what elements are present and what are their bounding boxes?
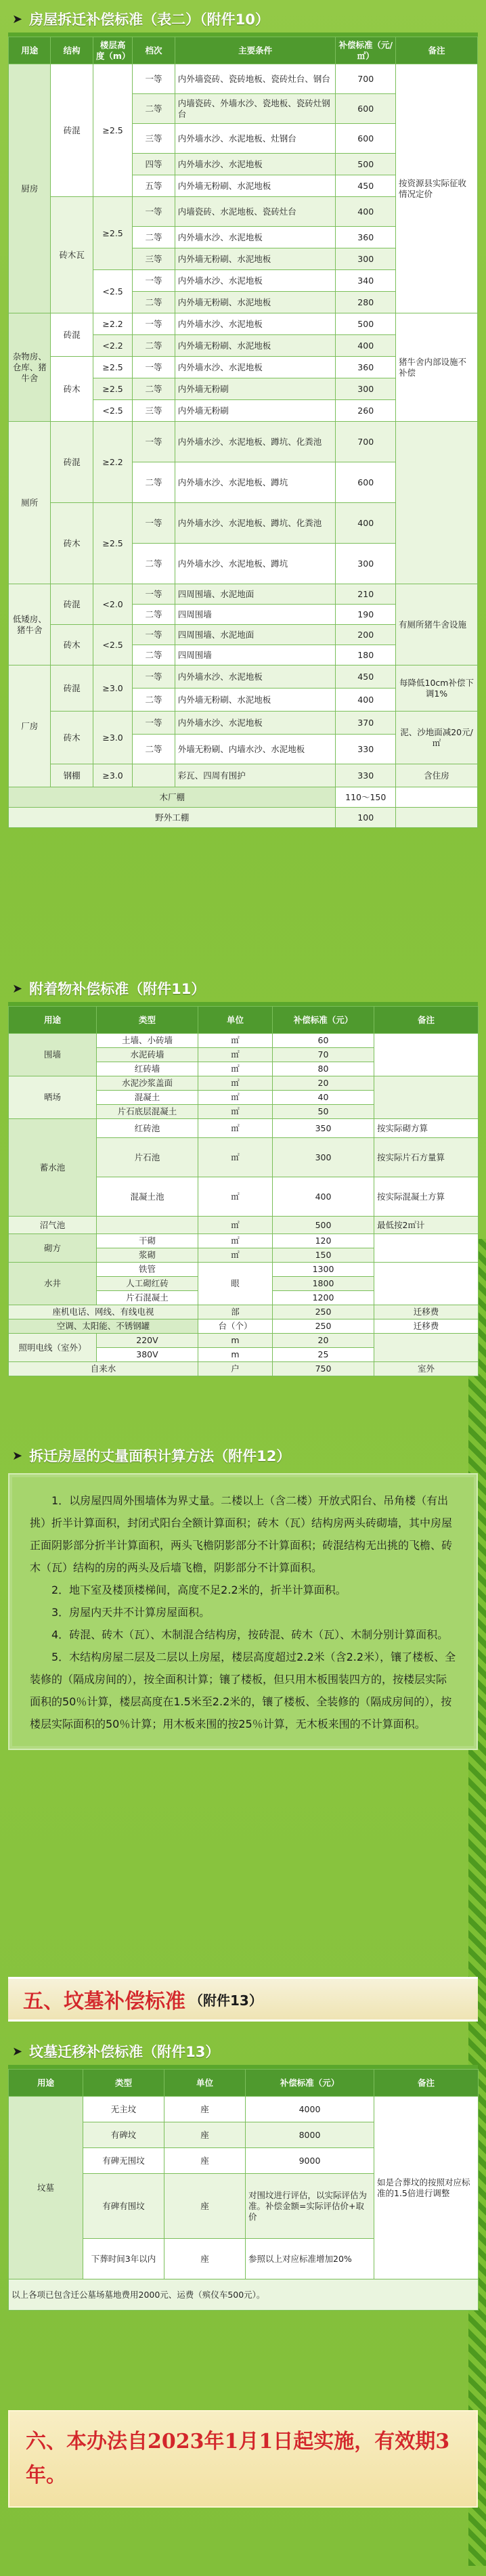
price-cell: 400 <box>336 503 396 544</box>
header-cell: 单位 <box>164 2070 246 2097</box>
section-title-text: 坟墓迁移补偿标准（附件13） <box>29 2044 220 2060</box>
use-cell: 厕所 <box>9 422 51 584</box>
type-cell: 红砖池 <box>97 1119 198 1138</box>
extra-label-cell: 木厂棚 <box>9 787 336 808</box>
price-cell: 300 <box>336 248 396 270</box>
height-cell: <2.5 <box>93 270 132 313</box>
grave-table <box>8 2069 479 2311</box>
note-cell: 按实际砌方算 <box>374 1119 479 1138</box>
condition-cell: 内外墙无粉刷 <box>175 378 336 400</box>
type-cell: 片石池 <box>97 1138 198 1177</box>
table-row <box>9 584 478 605</box>
grade-cell: 一等 <box>133 197 175 227</box>
section-title-text: 房屋拆迁补偿标准（表二）（附件10） <box>29 12 269 28</box>
grade-cell: 一等 <box>133 503 175 544</box>
unit-cell: ㎡ <box>198 1119 273 1138</box>
grade-cell: 二等 <box>133 605 175 625</box>
header-cell: 补偿标准（元） <box>246 2070 374 2097</box>
grade-cell: 三等 <box>133 248 175 270</box>
price-cell: 260 <box>336 400 396 422</box>
use-cell: 自来水 <box>9 1362 198 1376</box>
table-row <box>9 808 478 828</box>
table-row <box>9 1334 479 1348</box>
type-cell: 混凝土 <box>97 1091 198 1105</box>
type-cell: 红砖墙 <box>97 1062 198 1076</box>
price-cell: 250 <box>273 1305 374 1319</box>
section-title-text: 拆迁房屋的丈量面积计算方法（附件12） <box>29 1448 291 1464</box>
note-cell: 最低按2㎡计 <box>374 1217 479 1234</box>
grade-cell: 三等 <box>133 400 175 422</box>
use-cell: 厨房 <box>9 64 51 313</box>
note-cell: 迁移费 <box>374 1305 479 1319</box>
type-cell: 片石混凝土 <box>97 1291 198 1305</box>
grade-cell <box>133 764 175 787</box>
price-cell: 25 <box>273 1348 374 1362</box>
note-cell <box>374 1263 479 1305</box>
banner-title: 五、坟墓补偿标准 <box>23 1990 185 2013</box>
height-cell: ≥2.2 <box>93 313 132 335</box>
banner <box>8 1977 478 2022</box>
grade-cell: 一等 <box>133 584 175 605</box>
paragraph: 4．砖混、砖木（瓦）、木制混合结构房，按砖混、砖木（瓦）、木制分别计算面积。 <box>51 1628 449 1641</box>
condition-cell: 内外墙水沙、水泥地板、蹲坑、化粪池 <box>175 422 336 462</box>
footnote-cell: 以上各项已包含迁公墓场墓地费用2000元、运费（殡仪车500元）。 <box>9 2279 479 2311</box>
section-title <box>8 5 478 32</box>
condition-cell: 内墙瓷砖、外墙水沙、瓷地板、瓷砖灶钢台 <box>175 94 336 124</box>
note-cell: 含住房 <box>396 764 478 787</box>
price-cell: 200 <box>336 625 396 645</box>
header-cell: 类型 <box>97 1007 198 1034</box>
table-row <box>9 1263 479 1277</box>
height-cell: ≥2.5 <box>93 378 132 400</box>
decorative-stripe <box>468 1239 486 2566</box>
price-cell: 50 <box>273 1105 374 1119</box>
height-cell: <2.2 <box>93 335 132 357</box>
table-row <box>9 313 478 335</box>
section-title <box>8 975 478 1002</box>
table-header-row <box>9 1007 479 1034</box>
condition-cell: 四周围墙 <box>175 605 336 625</box>
table-header-row <box>9 37 478 64</box>
note-cell <box>396 422 478 584</box>
grade-cell: 四等 <box>133 154 175 175</box>
banner-subtitle: （附件13） <box>190 1992 263 2009</box>
table-row <box>9 787 478 808</box>
price-cell: 150 <box>273 1248 374 1263</box>
grade-cell: 二等 <box>133 544 175 584</box>
height-cell: <2.5 <box>93 400 132 422</box>
price-cell: 40 <box>273 1091 374 1105</box>
structure-cell: 砖木 <box>51 357 93 422</box>
structure-cell: 砖混 <box>51 665 93 712</box>
type-cell: 片石底层混凝土 <box>97 1105 198 1119</box>
note-cell: 有厕所猪牛舍设施 <box>396 584 478 665</box>
note-cell: 每降低10cm补偿下调1% <box>396 665 478 712</box>
price-cell: 300 <box>273 1138 374 1177</box>
table-row <box>9 64 478 94</box>
condition-cell: 内外墙无粉刷、水泥地板 <box>175 292 336 313</box>
height-cell: <2.0 <box>93 584 132 625</box>
type-cell: 混凝土池 <box>97 1177 198 1217</box>
height-cell: ≥3.0 <box>93 665 132 712</box>
height-cell: ≥2.5 <box>93 64 132 197</box>
condition-cell: 内外墙水沙、水泥地板 <box>175 154 336 175</box>
unit-cell: 户 <box>198 1362 273 1376</box>
price-cell: 4000 <box>246 2097 374 2122</box>
type-cell: 水泥砖墙 <box>97 1048 198 1062</box>
price-cell: 70 <box>273 1048 374 1062</box>
unit-cell: 眼 <box>198 1263 273 1305</box>
banner-grave <box>8 1977 478 2022</box>
unit-cell: ㎡ <box>198 1076 273 1091</box>
price-cell: 300 <box>336 544 396 584</box>
unit-cell: 座 <box>164 2174 246 2239</box>
grade-cell: 二等 <box>133 378 175 400</box>
use-cell: 杂物房、仓库、猪牛舍 <box>9 313 51 422</box>
structure-cell: 砖混 <box>51 422 93 503</box>
price-cell: 600 <box>336 124 396 154</box>
condition-cell: 内外墙水沙、水泥地板、蹲坑 <box>175 544 336 584</box>
price-cell: 对围坟进行评估，以实际评估为准。补偿金额=实际评估价+取价 <box>246 2174 374 2239</box>
grade-cell: 一等 <box>133 712 175 735</box>
note-cell <box>396 787 478 808</box>
unit-cell: ㎡ <box>198 1138 273 1177</box>
arrow-right-icon: ➤ <box>12 981 23 996</box>
table-row <box>9 1076 479 1091</box>
arrow-right-icon: ➤ <box>12 2044 23 2059</box>
section-title-text: 附着物补偿标准（附件11） <box>29 981 206 997</box>
grade-cell: 二等 <box>133 94 175 124</box>
paragraph: 1．以房屋四周外围墙体为界丈量。二楼以上（含二楼）开放式阳台、吊角楼（有出挑）折半计算面积，封闭式阳台全额计算面积；砖木（瓦）结构房两头砖砌墙，其中房屋正面阴影部分折半计算面积，两头飞檐阴影部分不计算面积；砖混结构无出挑的飞檐、砖木（瓦）结构的房的两头及后墙飞檐，阴影部分不计算面积。 <box>30 1494 453 1574</box>
grade-cell: 一等 <box>133 625 175 645</box>
note-cell: 按实际混凝土方算 <box>374 1177 479 1217</box>
use-cell: 蓄水池 <box>9 1119 97 1217</box>
note-cell <box>374 1034 479 1076</box>
header-cell: 补偿标准（元/㎡） <box>336 37 396 64</box>
condition-cell: 四周围墙 <box>175 645 336 665</box>
note-cell: 猪牛舍内部设施不补偿 <box>396 313 478 422</box>
unit-cell: ㎡ <box>198 1177 273 1217</box>
price-cell: 120 <box>273 1234 374 1248</box>
structure-cell: 砖木 <box>51 625 93 665</box>
table-panel <box>8 1002 478 1376</box>
arrow-right-icon: ➤ <box>12 12 23 26</box>
header-cell: 备注 <box>396 37 478 64</box>
price-cell: 60 <box>273 1034 374 1048</box>
grade-cell: 二等 <box>133 645 175 665</box>
condition-cell: 内外墙瓷砖、瓷砖地板、瓷砖灶台、钢台 <box>175 64 336 94</box>
grade-cell: 二等 <box>133 335 175 357</box>
price-cell: 190 <box>336 605 396 625</box>
arrow-right-icon: ➤ <box>12 1448 23 1463</box>
condition-cell: 四周围墙、水泥地面 <box>175 584 336 605</box>
price-cell: 110～150 <box>336 787 396 808</box>
unit-cell: m <box>198 1348 273 1362</box>
note-cell: 如是合葬坟的按照对应标准的1.5倍进行调整 <box>374 2097 479 2279</box>
condition-cell: 内外墙无粉刷、水泥地板 <box>175 175 336 197</box>
type-cell: 有碑坟 <box>83 2122 164 2148</box>
price-cell: 400 <box>336 197 396 227</box>
attachment-table <box>8 1006 479 1376</box>
type-cell: 铁管 <box>97 1263 198 1277</box>
price-cell: 400 <box>273 1177 374 1217</box>
structure-cell: 砖混 <box>51 584 93 625</box>
price-cell: 9000 <box>246 2148 374 2174</box>
condition-cell: 内外墙水沙、水泥地板 <box>175 665 336 689</box>
height-cell: <2.5 <box>93 625 132 665</box>
price-cell: 500 <box>336 313 396 335</box>
header-cell: 补偿标准（元） <box>273 1007 374 1034</box>
grade-cell: 一等 <box>133 665 175 689</box>
unit-cell: ㎡ <box>198 1234 273 1248</box>
note-cell: 室外 <box>374 1362 479 1376</box>
height-cell: ≥2.5 <box>93 357 132 378</box>
grade-cell: 一等 <box>133 422 175 462</box>
price-cell: 300 <box>336 378 396 400</box>
header-cell: 楼层高度（m） <box>93 37 132 64</box>
house-table <box>8 37 478 828</box>
unit-cell: ㎡ <box>198 1105 273 1119</box>
header-cell: 用途 <box>9 1007 97 1034</box>
table-row <box>9 1305 479 1319</box>
table-row <box>9 2097 479 2122</box>
header-cell: 备注 <box>374 2070 479 2097</box>
price-cell: 1200 <box>273 1291 374 1305</box>
unit-cell: 座 <box>164 2148 246 2174</box>
use-cell: 厂房 <box>9 665 51 787</box>
price-cell: 350 <box>273 1119 374 1138</box>
structure-cell: 砖木 <box>51 712 93 764</box>
use-cell: 坟墓 <box>9 2097 83 2279</box>
type-cell: 无主坟 <box>83 2097 164 2122</box>
structure-cell: 砖木 <box>51 503 93 584</box>
price-cell: 500 <box>336 154 396 175</box>
grade-cell: 一等 <box>133 313 175 335</box>
note-cell <box>374 1076 479 1119</box>
condition-cell: 外墙无粉刷、内墙水沙、水泥地板 <box>175 735 336 764</box>
table-row <box>9 665 478 689</box>
price-cell: 20 <box>273 1334 374 1348</box>
grade-cell: 五等 <box>133 175 175 197</box>
price-cell: 280 <box>336 292 396 313</box>
price-cell: 330 <box>336 764 396 787</box>
grade-cell: 二等 <box>133 227 175 248</box>
price-cell: 750 <box>273 1362 374 1376</box>
price-cell: 参照以上对应标准增加20% <box>246 2239 374 2279</box>
effective-date-text: 六、本办法自2023年1月1日起实施，有效期3年。 <box>8 2410 478 2508</box>
note-cell: 按资源县实际征收情况定价 <box>396 64 478 313</box>
condition-cell: 内墙瓷砖、水泥地板、瓷砖灶台 <box>175 197 336 227</box>
unit-cell: 台（个） <box>198 1319 273 1334</box>
type-cell: 有碑有围坟 <box>83 2174 164 2239</box>
grade-cell: 一等 <box>133 357 175 378</box>
unit-cell: ㎡ <box>198 1217 273 1234</box>
section-effective-date <box>8 2410 478 2508</box>
header-cell: 单位 <box>198 1007 273 1034</box>
condition-cell: 内外墙水沙、水泥地板 <box>175 712 336 735</box>
section-grave-compensation <box>8 2038 478 2311</box>
table-header-row <box>9 2070 479 2097</box>
height-cell: ≥2.5 <box>93 503 132 584</box>
table-row <box>9 422 478 462</box>
price-cell: 700 <box>336 64 396 94</box>
unit-cell: 座 <box>164 2122 246 2148</box>
condition-cell: 内外墙水沙、水泥地板 <box>175 270 336 292</box>
type-cell: 220V <box>97 1334 198 1348</box>
condition-cell: 内外墙无粉刷 <box>175 400 336 422</box>
header-cell: 类型 <box>83 2070 164 2097</box>
table-row <box>9 1234 479 1248</box>
price-cell: 20 <box>273 1076 374 1091</box>
condition-cell: 内外墙无粉刷、水泥地板 <box>175 248 336 270</box>
price-cell: 360 <box>336 357 396 378</box>
condition-cell: 内外墙无粉刷、水泥地板 <box>175 689 336 712</box>
price-cell: 340 <box>336 270 396 292</box>
unit-cell: m <box>198 1334 273 1348</box>
price-cell: 700 <box>336 422 396 462</box>
grade-cell: 一等 <box>133 64 175 94</box>
table-row <box>9 1362 479 1376</box>
price-cell: 250 <box>273 1319 374 1334</box>
type-cell: 有碑无围坟 <box>83 2148 164 2174</box>
condition-cell: 内外墙水沙、水泥地板、蹲坑、化粪池 <box>175 503 336 544</box>
use-cell: 水井 <box>9 1263 97 1305</box>
condition-cell: 内外墙水沙、水泥地板 <box>175 313 336 335</box>
note-cell <box>374 1234 479 1263</box>
use-cell: 照明电线（室外） <box>9 1334 97 1362</box>
section-house-compensation <box>8 5 478 828</box>
grade-cell: 二等 <box>133 292 175 313</box>
use-cell: 空调、太阳能、不锈钢罐 <box>9 1319 198 1334</box>
note-cell: 按实际片石方量算 <box>374 1138 479 1177</box>
type-cell: 水泥沙浆盖面 <box>97 1076 198 1091</box>
type-cell <box>97 1217 198 1234</box>
type-cell: 浆砌 <box>97 1248 198 1263</box>
structure-cell: 砖混 <box>51 313 93 357</box>
condition-cell: 彩瓦、四周有围护 <box>175 764 336 787</box>
note-cell: 泥、沙地面减20元/㎡ <box>396 712 478 764</box>
table-row <box>9 1119 479 1138</box>
price-cell: 210 <box>336 584 396 605</box>
price-cell: 600 <box>336 462 396 503</box>
unit-cell: ㎡ <box>198 1062 273 1076</box>
note-cell <box>396 808 478 828</box>
section-title <box>8 1442 478 1469</box>
section-area-calculation <box>8 1442 478 1750</box>
grade-cell: 一等 <box>133 270 175 292</box>
use-cell: 低矮房、猪牛舍 <box>9 584 51 665</box>
type-cell: 380V <box>97 1348 198 1362</box>
unit-cell: 座 <box>164 2239 246 2279</box>
paragraph: 2．地下室及楼顶楼梯间，高度不足2.2米的，折半计算面积。 <box>51 1584 347 1596</box>
condition-cell: 内外墙无粉刷、水泥地板 <box>175 335 336 357</box>
table-row <box>9 1319 479 1334</box>
table-row <box>9 764 478 787</box>
price-cell: 100 <box>336 808 396 828</box>
price-cell: 400 <box>336 335 396 357</box>
type-cell: 下葬时间3年以内 <box>83 2239 164 2279</box>
section-title <box>8 2038 478 2065</box>
grade-cell: 三等 <box>133 124 175 154</box>
table-row <box>9 1217 479 1234</box>
unit-cell: ㎡ <box>198 1048 273 1062</box>
type-cell: 干砌 <box>97 1234 198 1248</box>
structure-cell: 砖木瓦 <box>51 197 93 313</box>
price-cell: 500 <box>273 1217 374 1234</box>
structure-cell: 钢棚 <box>51 764 93 787</box>
grade-cell: 二等 <box>133 689 175 712</box>
paragraph: 3．房屋内天井不计算房屋面积。 <box>51 1606 211 1619</box>
header-cell: 用途 <box>9 37 51 64</box>
extra-label-cell: 野外工棚 <box>9 808 336 828</box>
condition-cell: 四周围墙、水泥地面 <box>175 625 336 645</box>
area-method-text <box>8 1473 478 1750</box>
unit-cell: ㎡ <box>198 1034 273 1048</box>
unit-cell: 座 <box>164 2097 246 2122</box>
price-cell: 8000 <box>246 2122 374 2148</box>
use-cell: 围墙 <box>9 1034 97 1076</box>
price-cell: 400 <box>336 689 396 712</box>
type-cell: 人工砌红砖 <box>97 1277 198 1291</box>
use-cell: 座机电话、网线、有线电视 <box>9 1305 198 1319</box>
price-cell: 370 <box>336 712 396 735</box>
table-row <box>9 2279 479 2311</box>
header-cell: 备注 <box>374 1007 479 1034</box>
header-cell: 主要条件 <box>175 37 336 64</box>
use-cell: 晒场 <box>9 1076 97 1119</box>
use-cell: 沼气池 <box>9 1217 97 1234</box>
table-panel <box>8 2065 478 2311</box>
header-cell: 档次 <box>133 37 175 64</box>
paragraph: 5．木结构房屋二层及二层以上房屋，楼层高度超过2.2米（含2.2米），镶了楼板、全装修的（隔成房间的），按全面积计算；镶了楼板，但只用木板围装四方的，按楼层实际面积的50％计算，楼层高度在1.5米至2.2米的，镶了楼板、全装修的（隔成房间的），按楼层实际面积的50％计算；用木板来围的按25％计算，无木板来围的不计算面积。 <box>30 1651 456 1730</box>
price-cell: 80 <box>273 1062 374 1076</box>
condition-cell: 内外墙水沙、水泥地板 <box>175 357 336 378</box>
price-cell: 1800 <box>273 1277 374 1291</box>
height-cell: ≥3.0 <box>93 712 132 764</box>
grade-cell: 二等 <box>133 735 175 764</box>
table-row <box>9 712 478 735</box>
price-cell: 1300 <box>273 1263 374 1277</box>
height-cell: ≥3.0 <box>93 764 132 787</box>
header-cell: 用途 <box>9 2070 83 2097</box>
grade-cell: 二等 <box>133 462 175 503</box>
height-cell: ≥2.5 <box>93 197 132 270</box>
price-cell: 330 <box>336 735 396 764</box>
condition-cell: 内外墙水沙、水泥地板、灶钢台 <box>175 124 336 154</box>
type-cell: 土墙、小砖墙 <box>97 1034 198 1048</box>
header-cell: 结构 <box>51 37 93 64</box>
structure-cell: 砖混 <box>51 64 93 197</box>
use-cell: 砌方 <box>9 1234 97 1263</box>
note-cell: 迁移费 <box>374 1319 479 1334</box>
price-cell: 360 <box>336 227 396 248</box>
section-attachment-compensation <box>8 975 478 1376</box>
unit-cell: ㎡ <box>198 1091 273 1105</box>
unit-cell: 部 <box>198 1305 273 1319</box>
price-cell: 600 <box>336 94 396 124</box>
table-row <box>9 1034 479 1048</box>
condition-cell: 内外墙水沙、水泥地板 <box>175 227 336 248</box>
table-panel <box>8 32 478 828</box>
price-cell: 450 <box>336 665 396 689</box>
price-cell: 180 <box>336 645 396 665</box>
height-cell: ≥2.2 <box>93 422 132 503</box>
price-cell: 450 <box>336 175 396 197</box>
condition-cell: 内外墙水沙、水泥地板、蹲坑 <box>175 462 336 503</box>
note-cell <box>374 1334 479 1362</box>
unit-cell: ㎡ <box>198 1248 273 1263</box>
